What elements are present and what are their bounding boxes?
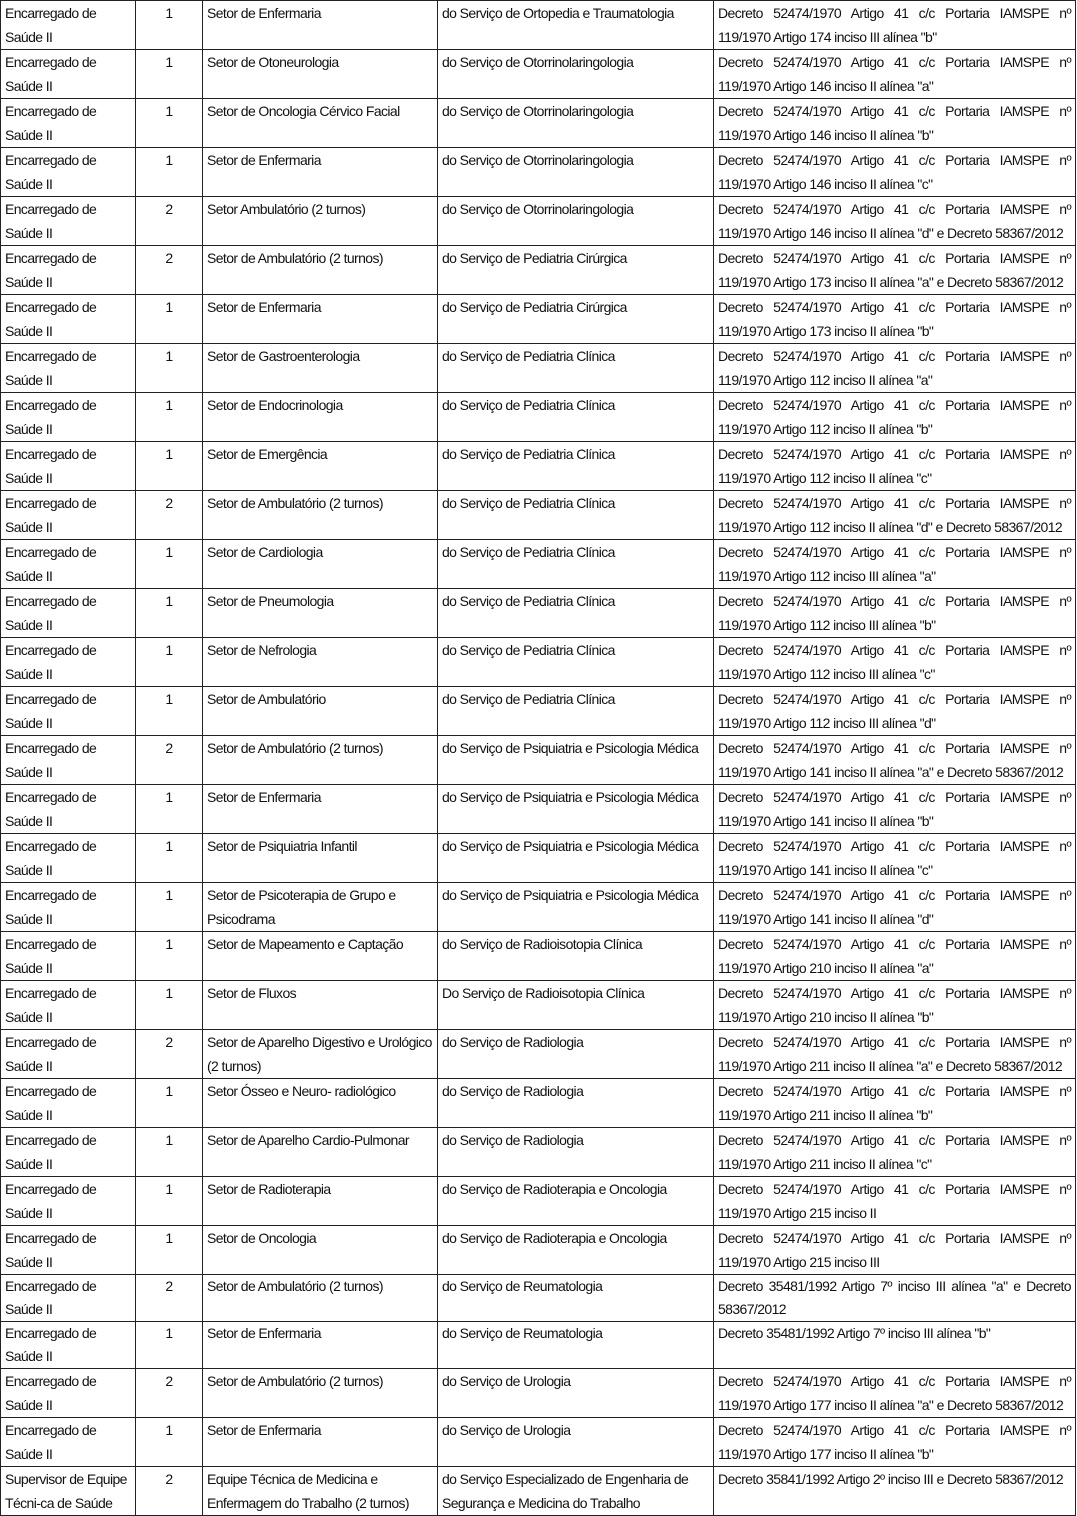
cell-setor: Setor de Oncologia (203, 1226, 438, 1275)
table-row (1, 246, 1076, 295)
table-row (1, 589, 1076, 638)
cell-setor: Setor de Ambulatório (2 turnos) (203, 491, 438, 540)
cell-setor: Setor de Mapeamento e Captação (203, 932, 438, 981)
cell-base-legal: Decreto 52474/1970 Artigo 41 c/c Portaria IAMSPE nº 119/1970 Artigo 211 inciso II alínea "a" e Decreto 58367/2012 (714, 1030, 1076, 1079)
table-row (1, 295, 1076, 344)
table-row (1, 148, 1076, 197)
cell-base-legal: Decreto 52474/1970 Artigo 41 c/c Portaria IAMSPE nº 119/1970 Artigo 210 inciso II alínea "b" (714, 981, 1076, 1030)
cell-servico: do Serviço de Psiquiatria e Psicologia Médica (438, 883, 714, 932)
table-row (1, 1369, 1076, 1418)
cell-quantidade: 2 (136, 1030, 203, 1079)
cell-quantidade: 1 (136, 834, 203, 883)
cell-cargo: Encarregado de Saúde II (1, 246, 136, 295)
cell-base-legal: Decreto 52474/1970 Artigo 41 c/c Portaria IAMSPE nº 119/1970 Artigo 173 inciso II alínea "b" (714, 295, 1076, 344)
cell-cargo: Encarregado de Saúde II (1, 50, 136, 99)
cell-base-legal: Decreto 52474/1970 Artigo 41 c/c Portaria IAMSPE nº 119/1970 Artigo 141 inciso II alínea "d" (714, 883, 1076, 932)
cell-quantidade: 1 (136, 1177, 203, 1226)
table-row (1, 99, 1076, 148)
cell-setor: Setor Ósseo e Neuro- radiológico (203, 1079, 438, 1128)
cell-setor: Setor de Enfermaria (203, 1322, 438, 1369)
cell-servico: do Serviço de Ortopedia e Traumatologia (438, 1, 714, 50)
table-row (1, 981, 1076, 1030)
cell-setor: Setor de Enfermaria (203, 148, 438, 197)
cell-cargo: Encarregado de Saúde II (1, 1369, 136, 1418)
cell-setor: Setor de Nefrologia (203, 638, 438, 687)
cell-setor: Setor de Oncologia Cérvico Facial (203, 99, 438, 148)
cell-setor: Setor de Ambulatório (2 turnos) (203, 1369, 438, 1418)
cell-setor: Setor de Fluxos (203, 981, 438, 1030)
cell-servico: do Serviço de Pediatria Clínica (438, 687, 714, 736)
cell-servico: do Serviço de Pediatria Cirúrgica (438, 295, 714, 344)
cell-cargo: Encarregado de Saúde II (1, 981, 136, 1030)
table-row (1, 736, 1076, 785)
cell-base-legal: Decreto 52474/1970 Artigo 41 c/c Portaria IAMSPE nº 119/1970 Artigo 112 inciso III alínea "c" (714, 638, 1076, 687)
cell-setor: Setor de Aparelho Cardio-Pulmonar (203, 1128, 438, 1177)
cell-servico: do Serviço de Radiologia (438, 1128, 714, 1177)
cell-quantidade: 1 (136, 148, 203, 197)
cell-quantidade: 2 (136, 1369, 203, 1418)
positions-table-body (1, 1, 1076, 1516)
cell-base-legal: Decreto 52474/1970 Artigo 41 c/c Portaria IAMSPE nº 119/1970 Artigo 210 inciso II alínea "a" (714, 932, 1076, 981)
cell-quantidade: 1 (136, 1, 203, 50)
cell-cargo: Encarregado de Saúde II (1, 932, 136, 981)
table-row (1, 344, 1076, 393)
cell-quantidade: 2 (136, 197, 203, 246)
cell-servico: do Serviço de Radioisotopia Clínica (438, 932, 714, 981)
cell-quantidade: 1 (136, 589, 203, 638)
cell-setor: Setor de Otoneurologia (203, 50, 438, 99)
cell-cargo: Encarregado de Saúde II (1, 393, 136, 442)
cell-cargo: Encarregado de Saúde II (1, 1, 136, 50)
cell-base-legal: Decreto 52474/1970 Artigo 41 c/c Portaria IAMSPE nº 119/1970 Artigo 112 inciso III alínea "b" (714, 589, 1076, 638)
cell-setor: Setor de Enfermaria (203, 1, 438, 50)
cell-base-legal: Decreto 35481/1992 Artigo 7º inciso III alínea "b" (714, 1322, 1076, 1369)
cell-cargo: Encarregado de Saúde II (1, 442, 136, 491)
cell-setor: Setor de Endocrinologia (203, 393, 438, 442)
cell-base-legal: Decreto 52474/1970 Artigo 41 c/c Portaria IAMSPE nº 119/1970 Artigo 146 inciso II alínea "c" (714, 148, 1076, 197)
cell-quantidade: 1 (136, 638, 203, 687)
cell-setor: Equipe Técnica de Medicina e Enfermagem do Trabalho (2 turnos) (203, 1467, 438, 1516)
cell-cargo: Encarregado de Saúde II (1, 883, 136, 932)
cell-base-legal: Decreto 52474/1970 Artigo 41 c/c Portaria IAMSPE nº 119/1970 Artigo 177 inciso II alínea "a" e Decreto 58367/2012 (714, 1369, 1076, 1418)
cell-cargo: Encarregado de Saúde II (1, 1275, 136, 1322)
cell-quantidade: 1 (136, 785, 203, 834)
cell-cargo: Encarregado de Saúde II (1, 295, 136, 344)
cell-quantidade: 1 (136, 540, 203, 589)
cell-base-legal: Decreto 52474/1970 Artigo 41 c/c Portaria IAMSPE nº 119/1970 Artigo 112 inciso II alínea "a" (714, 344, 1076, 393)
table-row (1, 883, 1076, 932)
table-row (1, 1128, 1076, 1177)
cell-base-legal: Decreto 52474/1970 Artigo 41 c/c Portaria IAMSPE nº 119/1970 Artigo 177 inciso II alínea "b" (714, 1418, 1076, 1467)
cell-setor: Setor de Psicoterapia de Grupo e Psicodrama (203, 883, 438, 932)
cell-servico: do Serviço de Urologia (438, 1369, 714, 1418)
cell-cargo: Encarregado de Saúde II (1, 344, 136, 393)
table-row (1, 491, 1076, 540)
cell-servico: do Serviço de Radioterapia e Oncologia (438, 1226, 714, 1275)
cell-quantidade: 2 (136, 736, 203, 785)
cell-servico: do Serviço de Pediatria Clínica (438, 491, 714, 540)
table-row (1, 50, 1076, 99)
cell-cargo: Encarregado de Saúde II (1, 491, 136, 540)
cell-servico: do Serviço de Radioterapia e Oncologia (438, 1177, 714, 1226)
cell-setor: Setor de Pneumologia (203, 589, 438, 638)
cell-cargo: Encarregado de Saúde II (1, 1177, 136, 1226)
cell-base-legal: Decreto 52474/1970 Artigo 41 c/c Portaria IAMSPE nº 119/1970 Artigo 174 inciso III alínea "b" (714, 1, 1076, 50)
cell-quantidade: 2 (136, 491, 203, 540)
cell-quantidade: 1 (136, 981, 203, 1030)
table-row (1, 638, 1076, 687)
cell-setor: Setor de Radioterapia (203, 1177, 438, 1226)
table-row (1, 1, 1076, 50)
cell-cargo: Encarregado de Saúde II (1, 99, 136, 148)
cell-servico: do Serviço de Otorrinolaringologia (438, 148, 714, 197)
cell-base-legal: Decreto 52474/1970 Artigo 41 c/c Portaria IAMSPE nº 119/1970 Artigo 112 inciso III alínea "d" (714, 687, 1076, 736)
cell-servico: do Serviço de Pediatria Clínica (438, 344, 714, 393)
cell-quantidade: 1 (136, 1128, 203, 1177)
table-row (1, 1079, 1076, 1128)
cell-quantidade: 1 (136, 883, 203, 932)
cell-setor: Setor de Ambulatório (2 turnos) (203, 246, 438, 295)
table-row (1, 687, 1076, 736)
cell-cargo: Encarregado de Saúde II (1, 785, 136, 834)
cell-base-legal: Decreto 52474/1970 Artigo 41 c/c Portaria IAMSPE nº 119/1970 Artigo 146 inciso II alínea "d" e Decreto 58367/2012 (714, 197, 1076, 246)
cell-quantidade: 1 (136, 99, 203, 148)
table-row (1, 1418, 1076, 1467)
cell-setor: Setor de Aparelho Digestivo e Urológico (2 turnos) (203, 1030, 438, 1079)
cell-setor: Setor de Cardiologia (203, 540, 438, 589)
cell-base-legal: Decreto 35481/1992 Artigo 7º inciso III alínea "a" e Decreto 58367/2012 (714, 1275, 1076, 1322)
cell-servico: do Serviço de Psiquiatria e Psicologia Médica (438, 785, 714, 834)
cell-servico: do Serviço de Reumatologia (438, 1275, 714, 1322)
cell-servico: do Serviço de Psiquiatria e Psicologia Médica (438, 834, 714, 883)
cell-setor: Setor Ambulatório (2 turnos) (203, 197, 438, 246)
table-row (1, 834, 1076, 883)
table-row (1, 442, 1076, 491)
cell-servico: do Serviço de Pediatria Clínica (438, 638, 714, 687)
cell-quantidade: 1 (136, 344, 203, 393)
cell-base-legal: Decreto 52474/1970 Artigo 41 c/c Portaria IAMSPE nº 119/1970 Artigo 173 inciso II alínea "a" e Decreto 58367/2012 (714, 246, 1076, 295)
cell-setor: Setor de Ambulatório (2 turnos) (203, 736, 438, 785)
table-row (1, 785, 1076, 834)
cell-quantidade: 1 (136, 1418, 203, 1467)
cell-servico: do Serviço de Psiquiatria e Psicologia Médica (438, 736, 714, 785)
cell-cargo: Encarregado de Saúde II (1, 1226, 136, 1275)
cell-setor: Setor de Ambulatório (2 turnos) (203, 1275, 438, 1322)
cell-cargo: Encarregado de Saúde II (1, 687, 136, 736)
cell-quantidade: 1 (136, 1322, 203, 1369)
cell-base-legal: Decreto 52474/1970 Artigo 41 c/c Portaria IAMSPE nº 119/1970 Artigo 215 inciso III (714, 1226, 1076, 1275)
cell-servico: do Serviço de Otorrinolaringologia (438, 50, 714, 99)
cell-base-legal: Decreto 52474/1970 Artigo 41 c/c Portaria IAMSPE nº 119/1970 Artigo 112 inciso II alínea "b" (714, 393, 1076, 442)
cell-servico: do Serviço de Reumatologia (438, 1322, 714, 1369)
table-row (1, 1322, 1076, 1369)
cell-cargo: Encarregado de Saúde II (1, 1128, 136, 1177)
cell-quantidade: 1 (136, 687, 203, 736)
cell-setor: Setor de Enfermaria (203, 1418, 438, 1467)
cell-setor: Setor de Psiquiatria Infantil (203, 834, 438, 883)
cell-cargo: Encarregado de Saúde II (1, 736, 136, 785)
cell-servico: do Serviço de Radiologia (438, 1030, 714, 1079)
cell-servico: do Serviço de Pediatria Cirúrgica (438, 246, 714, 295)
cell-base-legal: Decreto 52474/1970 Artigo 41 c/c Portaria IAMSPE nº 119/1970 Artigo 211 inciso II alínea "b" (714, 1079, 1076, 1128)
table-row (1, 1030, 1076, 1079)
cell-cargo: Supervisor de Equipe Técni-ca de Saúde (1, 1467, 136, 1516)
table-row (1, 540, 1076, 589)
cell-quantidade: 1 (136, 295, 203, 344)
table-row (1, 393, 1076, 442)
cell-servico: do Serviço Especializado de Engenharia de Segurança e Medicina do Trabalho (438, 1467, 714, 1516)
cell-cargo: Encarregado de Saúde II (1, 1030, 136, 1079)
cell-quantidade: 1 (136, 932, 203, 981)
cell-cargo: Encarregado de Saúde II (1, 540, 136, 589)
cell-quantidade: 1 (136, 442, 203, 491)
cell-base-legal: Decreto 52474/1970 Artigo 41 c/c Portaria IAMSPE nº 119/1970 Artigo 112 inciso II alínea "c" (714, 442, 1076, 491)
cell-base-legal: Decreto 52474/1970 Artigo 41 c/c Portaria IAMSPE nº 119/1970 Artigo 211 inciso II alínea "c" (714, 1128, 1076, 1177)
cell-servico: do Serviço de Pediatria Clínica (438, 589, 714, 638)
cell-base-legal: Decreto 52474/1970 Artigo 41 c/c Portaria IAMSPE nº 119/1970 Artigo 146 inciso II alínea "a" (714, 50, 1076, 99)
table-row (1, 197, 1076, 246)
cell-setor: Setor de Ambulatório (203, 687, 438, 736)
cell-base-legal: Decreto 52474/1970 Artigo 41 c/c Portaria IAMSPE nº 119/1970 Artigo 146 inciso II alínea "b" (714, 99, 1076, 148)
cell-quantidade: 1 (136, 50, 203, 99)
cell-base-legal: Decreto 52474/1970 Artigo 41 c/c Portaria IAMSPE nº 119/1970 Artigo 215 inciso II (714, 1177, 1076, 1226)
cell-servico: do Serviço de Pediatria Clínica (438, 393, 714, 442)
cell-servico: do Serviço de Pediatria Clínica (438, 540, 714, 589)
table-row (1, 932, 1076, 981)
cell-quantidade: 2 (136, 1467, 203, 1516)
cell-cargo: Encarregado de Saúde II (1, 197, 136, 246)
cell-servico: Do Serviço de Radioisotopia Clínica (438, 981, 714, 1030)
cell-servico: do Serviço de Otorrinolaringologia (438, 197, 714, 246)
cell-base-legal: Decreto 52474/1970 Artigo 41 c/c Portaria IAMSPE nº 119/1970 Artigo 141 inciso II alínea "b" (714, 785, 1076, 834)
cell-cargo: Encarregado de Saúde II (1, 148, 136, 197)
cell-cargo: Encarregado de Saúde II (1, 1322, 136, 1369)
cell-servico: do Serviço de Urologia (438, 1418, 714, 1467)
cell-quantidade: 1 (136, 1226, 203, 1275)
cell-base-legal: Decreto 52474/1970 Artigo 41 c/c Portaria IAMSPE nº 119/1970 Artigo 112 inciso II alínea "d" e Decreto 58367/2012 (714, 491, 1076, 540)
cell-setor: Setor de Gastroenterologia (203, 344, 438, 393)
cell-cargo: Encarregado de Saúde II (1, 1079, 136, 1128)
cell-setor: Setor de Enfermaria (203, 785, 438, 834)
cell-cargo: Encarregado de Saúde II (1, 638, 136, 687)
cell-quantidade: 2 (136, 1275, 203, 1322)
cell-quantidade: 1 (136, 1079, 203, 1128)
cell-quantidade: 1 (136, 393, 203, 442)
table-row (1, 1226, 1076, 1275)
cell-base-legal: Decreto 52474/1970 Artigo 41 c/c Portaria IAMSPE nº 119/1970 Artigo 141 inciso II alínea "a" e Decreto 58367/2012 (714, 736, 1076, 785)
table-row (1, 1467, 1076, 1516)
table-row (1, 1275, 1076, 1322)
cell-servico: do Serviço de Otorrinolaringologia (438, 99, 714, 148)
cell-base-legal: Decreto 52474/1970 Artigo 41 c/c Portaria IAMSPE nº 119/1970 Artigo 141 inciso II alínea "c" (714, 834, 1076, 883)
table-row (1, 1177, 1076, 1226)
cell-quantidade: 2 (136, 246, 203, 295)
cell-cargo: Encarregado de Saúde II (1, 589, 136, 638)
cell-cargo: Encarregado de Saúde II (1, 1418, 136, 1467)
cell-setor: Setor de Enfermaria (203, 295, 438, 344)
cell-setor: Setor de Emergência (203, 442, 438, 491)
cell-servico: do Serviço de Radiologia (438, 1079, 714, 1128)
cell-base-legal: Decreto 52474/1970 Artigo 41 c/c Portaria IAMSPE nº 119/1970 Artigo 112 inciso III alínea "a" (714, 540, 1076, 589)
cell-servico: do Serviço de Pediatria Clínica (438, 442, 714, 491)
cell-cargo: Encarregado de Saúde II (1, 834, 136, 883)
cell-base-legal: Decreto 35841/1992 Artigo 2º inciso III e Decreto 58367/2012 (714, 1467, 1076, 1516)
